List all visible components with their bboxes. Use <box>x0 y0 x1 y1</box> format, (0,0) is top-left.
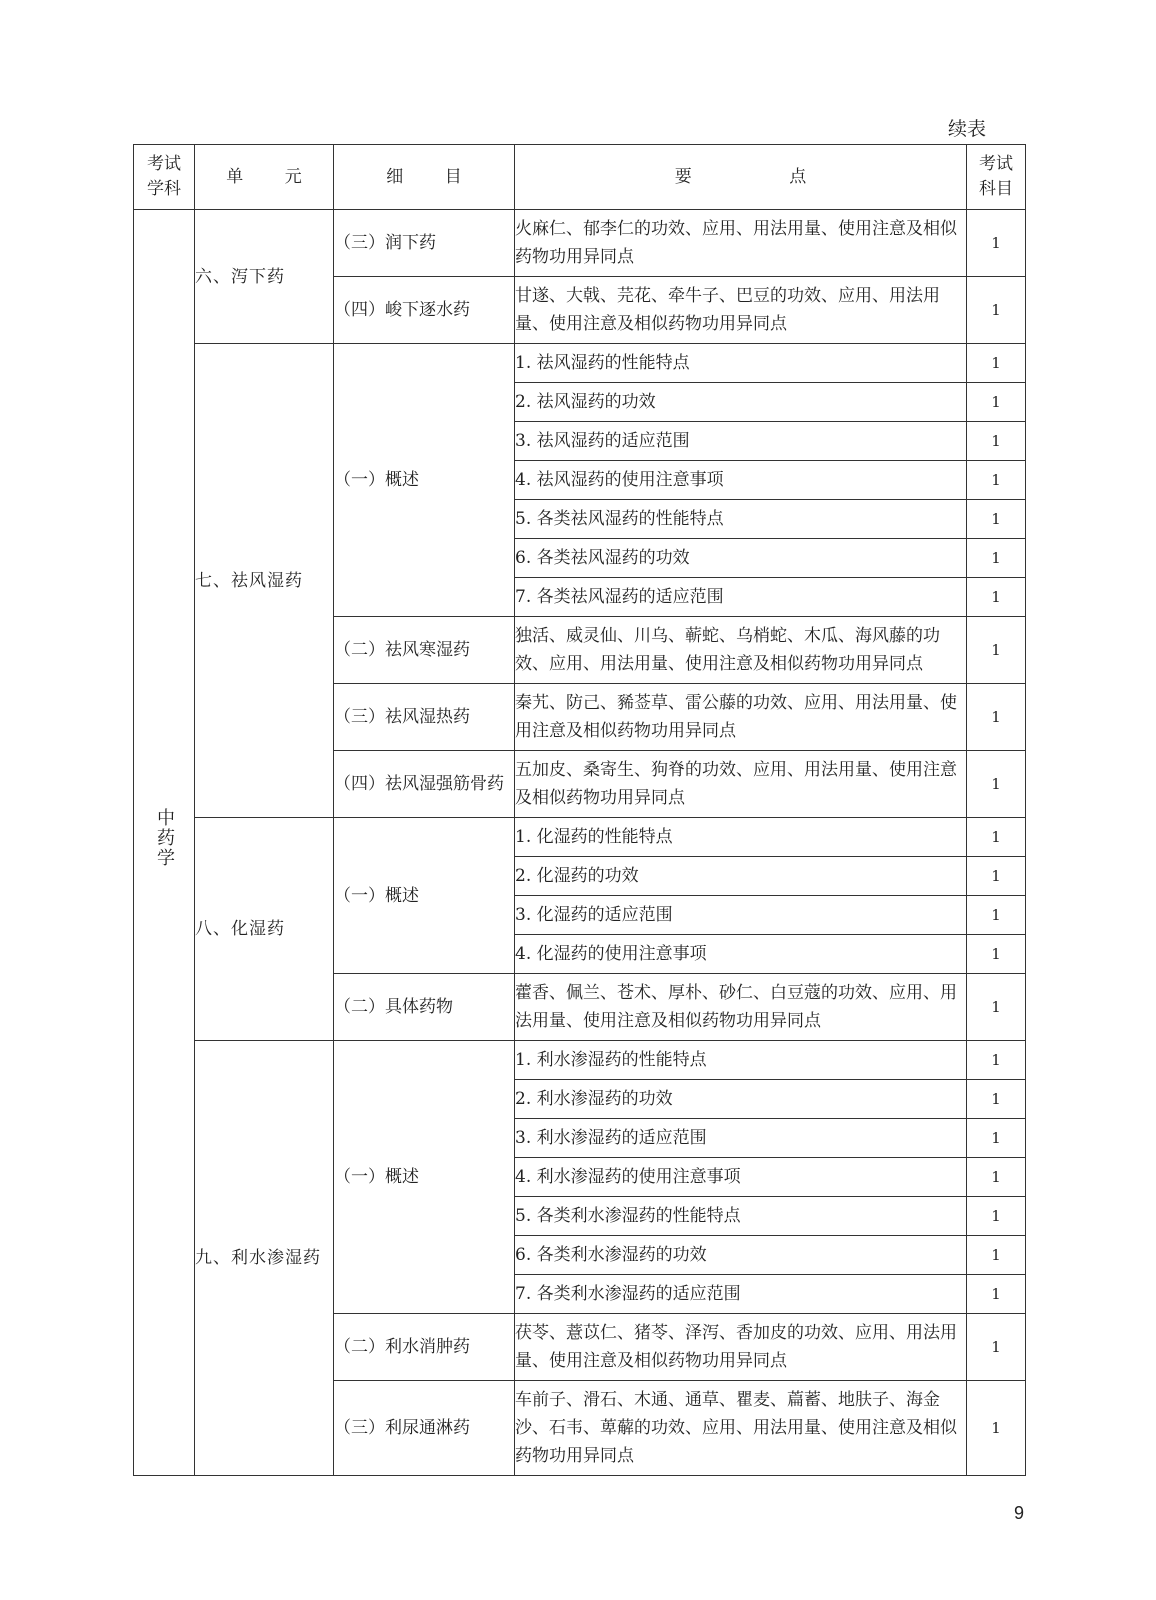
unit-cell: 九、利水渗湿药 <box>195 1041 334 1476</box>
grade-cell: 1 <box>967 578 1026 617</box>
page-number: 9 <box>1014 1503 1025 1523</box>
point-cell: 5. 各类利水渗湿药的性能特点 <box>515 1197 967 1236</box>
subject-cell <box>134 210 195 1476</box>
point-cell: 7. 各类利水渗湿药的适应范围 <box>515 1275 967 1314</box>
table-row <box>134 818 1026 857</box>
grade-cell: 1 <box>967 344 1026 383</box>
grade-cell: 1 <box>967 539 1026 578</box>
exam-syllabus-table <box>133 144 1026 1476</box>
item-cell: （四）峻下逐水药 <box>334 277 515 344</box>
point-cell: 1. 化湿药的性能特点 <box>515 818 967 857</box>
grade-cell: 1 <box>967 857 1026 896</box>
grade-cell: 1 <box>967 1197 1026 1236</box>
point-cell: 独活、威灵仙、川乌、蕲蛇、乌梢蛇、木瓜、海风藤的功效、应用、用法用量、使用注意及相似药物功用异同点 <box>515 617 967 684</box>
point-cell: 4. 化湿药的使用注意事项 <box>515 935 967 974</box>
point-cell: 1. 利水渗湿药的性能特点 <box>515 1041 967 1080</box>
table-row <box>134 344 1026 383</box>
grade-cell: 1 <box>967 461 1026 500</box>
grade-cell: 1 <box>967 422 1026 461</box>
item-cell: （三）润下药 <box>334 210 515 277</box>
grade-cell: 1 <box>967 1158 1026 1197</box>
grade-cell: 1 <box>967 935 1026 974</box>
point-cell: 车前子、滑石、木通、通草、瞿麦、萹蓄、地肤子、海金沙、石韦、萆薢的功效、应用、用法用量、使用注意及相似药物功用异同点 <box>515 1381 967 1476</box>
item-cell: （三）利尿通淋药 <box>334 1381 515 1476</box>
point-cell: 3. 利水渗湿药的适应范围 <box>515 1119 967 1158</box>
point-cell: 藿香、佩兰、苍术、厚朴、砂仁、白豆蔻的功效、应用、用法用量、使用注意及相似药物功用异同点 <box>515 974 967 1041</box>
grade-cell: 1 <box>967 277 1026 344</box>
grade-cell: 1 <box>967 210 1026 277</box>
grade-cell: 1 <box>967 1236 1026 1275</box>
point-cell: 6. 各类利水渗湿药的功效 <box>515 1236 967 1275</box>
point-cell: 甘遂、大戟、芫花、牵牛子、巴豆的功效、应用、用法用量、使用注意及相似药物功用异同点 <box>515 277 967 344</box>
header-point: 要 点 <box>515 145 967 210</box>
subject-name: 中药学 <box>154 808 175 868</box>
grade-cell: 1 <box>967 896 1026 935</box>
grade-cell: 1 <box>967 1119 1026 1158</box>
point-cell: 茯苓、薏苡仁、猪苓、泽泻、香加皮的功效、应用、用法用量、使用注意及相似药物功用异同点 <box>515 1314 967 1381</box>
grade-cell: 1 <box>967 1381 1026 1476</box>
point-cell: 火麻仁、郁李仁的功效、应用、用法用量、使用注意及相似药物功用异同点 <box>515 210 967 277</box>
point-cell: 2. 利水渗湿药的功效 <box>515 1080 967 1119</box>
point-cell: 1. 祛风湿药的性能特点 <box>515 344 967 383</box>
grade-cell: 1 <box>967 1080 1026 1119</box>
grade-cell: 1 <box>967 684 1026 751</box>
unit-cell: 六、泻下药 <box>195 210 334 344</box>
header-item: 细 目 <box>334 145 515 210</box>
header-subject: 考试 学科 <box>134 145 195 210</box>
table-row <box>134 1041 1026 1080</box>
grade-cell: 1 <box>967 617 1026 684</box>
header-grade: 考试 科目 <box>967 145 1026 210</box>
item-cell: （四）祛风湿强筋骨药 <box>334 751 515 818</box>
header-unit: 单 元 <box>195 145 334 210</box>
point-cell: 秦艽、防己、豨莶草、雷公藤的功效、应用、用法用量、使用注意及相似药物功用异同点 <box>515 684 967 751</box>
table-header-row <box>134 145 1026 210</box>
grade-cell: 1 <box>967 818 1026 857</box>
item-cell: （二）利水消肿药 <box>334 1314 515 1381</box>
item-cell: （一）概述 <box>334 344 515 617</box>
point-cell: 3. 化湿药的适应范围 <box>515 896 967 935</box>
point-cell: 2. 祛风湿药的功效 <box>515 383 967 422</box>
item-cell: （三）祛风湿热药 <box>334 684 515 751</box>
continued-table-label: 续表 <box>948 118 987 140</box>
unit-cell: 七、祛风湿药 <box>195 344 334 818</box>
grade-cell: 1 <box>967 383 1026 422</box>
item-cell: （一）概述 <box>334 1041 515 1314</box>
item-cell: （二）祛风寒湿药 <box>334 617 515 684</box>
grade-cell: 1 <box>967 974 1026 1041</box>
point-cell: 7. 各类祛风湿药的适应范围 <box>515 578 967 617</box>
point-cell: 6. 各类祛风湿药的功效 <box>515 539 967 578</box>
unit-cell: 八、化湿药 <box>195 818 334 1041</box>
point-cell: 3. 祛风湿药的适应范围 <box>515 422 967 461</box>
point-cell: 4. 利水渗湿药的使用注意事项 <box>515 1158 967 1197</box>
item-cell: （二）具体药物 <box>334 974 515 1041</box>
point-cell: 五加皮、桑寄生、狗脊的功效、应用、用法用量、使用注意及相似药物功用异同点 <box>515 751 967 818</box>
point-cell: 2. 化湿药的功效 <box>515 857 967 896</box>
item-cell: （一）概述 <box>334 818 515 974</box>
grade-cell: 1 <box>967 1041 1026 1080</box>
grade-cell: 1 <box>967 500 1026 539</box>
grade-cell: 1 <box>967 751 1026 818</box>
grade-cell: 1 <box>967 1314 1026 1381</box>
grade-cell: 1 <box>967 1275 1026 1314</box>
point-cell: 4. 祛风湿药的使用注意事项 <box>515 461 967 500</box>
table-row <box>134 210 1026 277</box>
point-cell: 5. 各类祛风湿药的性能特点 <box>515 500 967 539</box>
